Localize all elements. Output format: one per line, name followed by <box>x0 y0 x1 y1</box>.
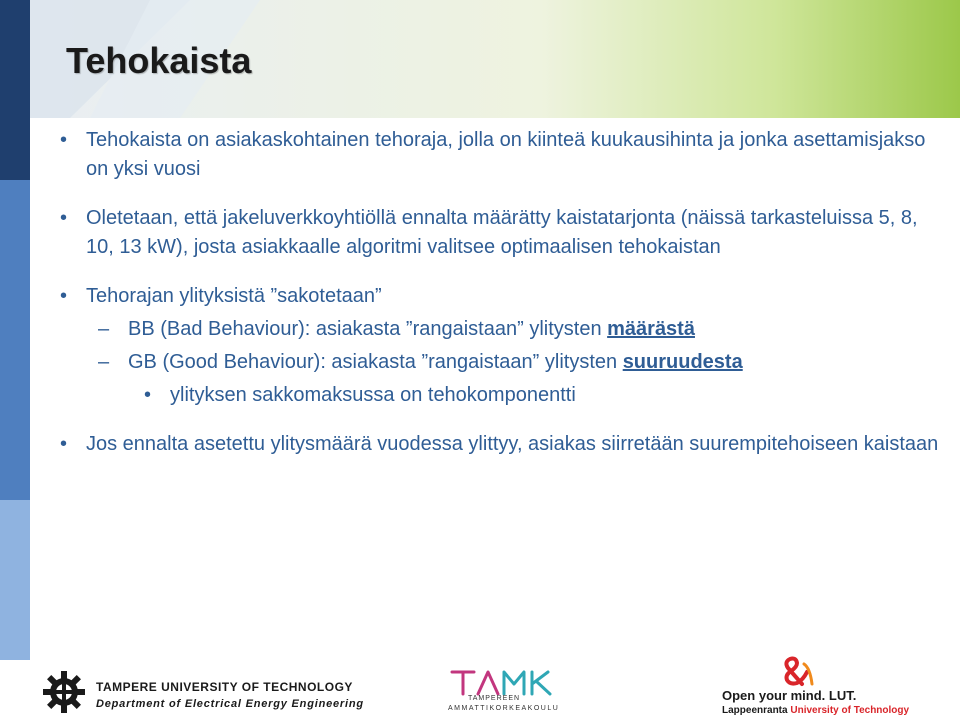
slide-title: Tehokaista <box>66 40 252 81</box>
bullet-item <box>60 282 940 311</box>
bullet-item <box>60 204 940 262</box>
dash-marker: – <box>98 318 110 340</box>
sub-sub-bullet-item <box>60 381 940 410</box>
sub-bullet-item <box>60 315 940 344</box>
sub-bullet-text: GB (Good Behaviour): asiakasta ”rangaistaan” ylitysten <box>128 351 623 373</box>
tamk-line1: TAMPEREEN <box>468 695 521 702</box>
bullet-marker: • <box>144 384 152 406</box>
footer <box>0 650 960 720</box>
lut-name-prefix: Lappeenranta <box>722 705 791 716</box>
sub-bullet-text: BB (Bad Behaviour): asiakasta ”rangaistaan” ylitysten <box>128 318 608 340</box>
left-stripe-light <box>0 500 30 660</box>
emphasis-text: määrästä <box>607 318 695 340</box>
bullet-marker: • <box>60 129 68 151</box>
bullet-item <box>60 126 940 184</box>
sub-bullet-item <box>60 348 940 377</box>
slide-content <box>60 126 940 459</box>
tut-gear-logo-icon <box>42 670 86 714</box>
bullet-text: Jos ennalta asetettu ylitysmäärä vuodessa ylittyy, asiakas siirretään suurempitehoiseen kaistaan <box>86 433 939 455</box>
dash-marker: – <box>98 351 110 373</box>
tut-department: Department of Electrical Energy Engineering <box>96 698 364 710</box>
bullet-marker: • <box>60 285 68 307</box>
tamk-line2: AMMATTIKORKEAKOULU <box>448 705 560 712</box>
bullet-marker: • <box>60 207 68 229</box>
sub-sub-bullet-text: ylityksen sakkomaksussa on tehokomponentti <box>170 384 576 406</box>
bullet-text: Tehorajan ylityksistä ”sakotetaan” <box>86 285 382 307</box>
lut-ampersand-logo-icon <box>780 654 816 688</box>
bullet-text: Tehokaista on asiakaskohtainen tehoraja, jolla on kiinteä kuukausihinta ja jonka asettamisjakso on yksi vuosi <box>86 129 926 180</box>
bullet-text: Oletetaan, että jakeluverkkoyhtiöllä ennalta määrätty kaistatarjonta (näissä tarkasteluissa 5, 8, 10, 13 kW), josta asiakkaalle algoritmi valitsee optimaalisen tehokaistan <box>86 207 918 258</box>
lut-name <box>722 705 909 716</box>
bullet-item <box>60 430 940 459</box>
tut-name: TAMPERE UNIVERSITY OF TECHNOLOGY <box>96 680 353 694</box>
emphasis-text: suuruudesta <box>622 351 743 373</box>
lut-name-highlight: University of Technology <box>790 705 910 716</box>
tamk-logo-icon <box>448 666 572 696</box>
bullet-marker: • <box>60 433 68 455</box>
lut-slogan: Open your mind. LUT. <box>722 688 857 703</box>
